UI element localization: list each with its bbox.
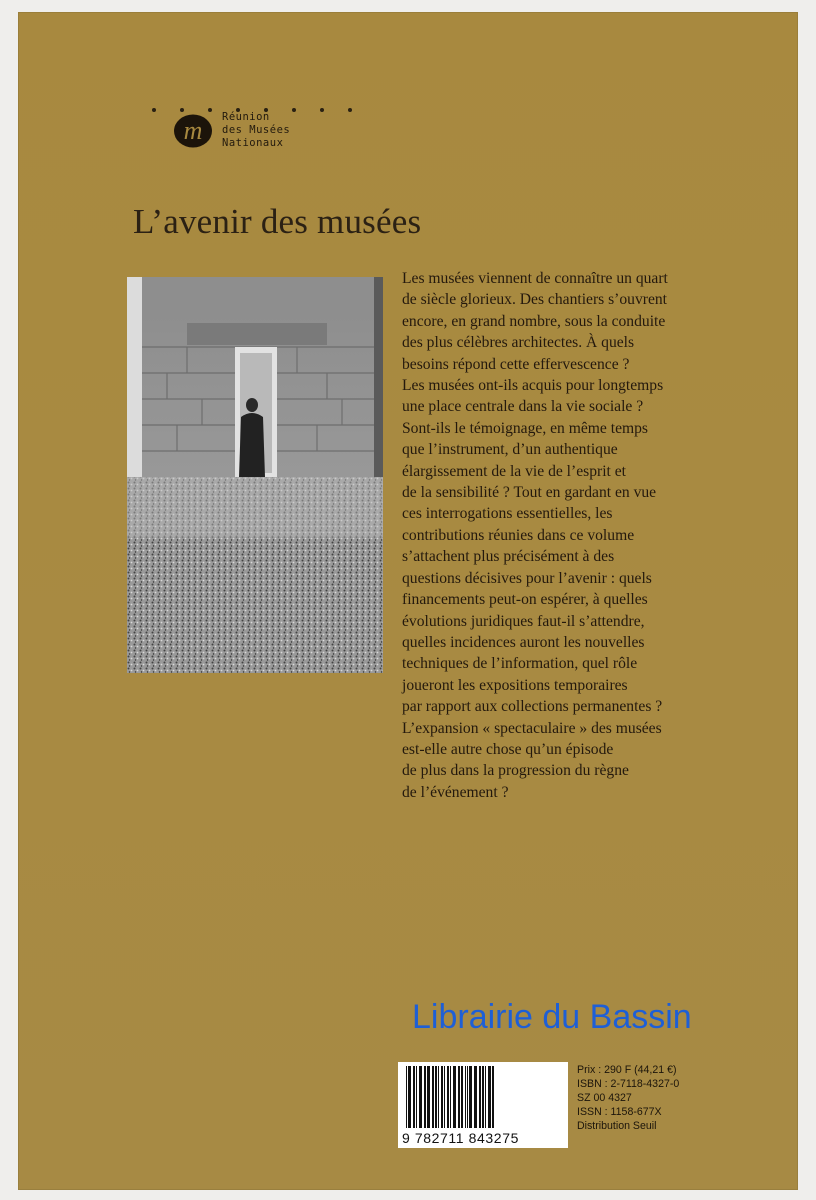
- barcode-bar: [474, 1066, 477, 1128]
- back-cover-blurb: [402, 268, 742, 803]
- blurb-line: de la sensibilité ? Tout en gardant en vue: [402, 484, 657, 502]
- blurb-line: Les musées ont-ils acquis pour longtemps: [402, 377, 664, 395]
- logo-letter: m: [183, 116, 203, 145]
- barcode-bar: [488, 1066, 491, 1128]
- blurb-line: des plus célèbres architectes. À quels: [402, 334, 635, 352]
- barcode-bar: [408, 1066, 411, 1128]
- blurb-line: ces interrogations essentielles, les: [402, 505, 613, 523]
- barcode-bar: [461, 1066, 463, 1128]
- barcode-bar: [485, 1066, 486, 1128]
- blurb-line: évolutions juridiques faut-il s’attendre,: [402, 612, 645, 630]
- barcode-bar: [438, 1066, 439, 1128]
- barcode-bar: [427, 1066, 430, 1128]
- barcode-bar: [492, 1066, 494, 1128]
- blurb-line: par rapport aux collections permanentes ?: [402, 698, 663, 716]
- issn-text: ISSN : 1158-677X: [577, 1106, 662, 1118]
- barcode-bar: [479, 1066, 481, 1128]
- publisher-line: Réunion: [222, 111, 270, 123]
- barcode-bar: [465, 1066, 466, 1128]
- barcode-bar: [413, 1066, 415, 1128]
- barcode-bar: [424, 1066, 426, 1128]
- barcode-bars: [404, 1066, 562, 1128]
- price-text: Prix : 290 F (44,21 €): [577, 1064, 677, 1076]
- blurb-line: financements peut-on espérer, à quelles: [402, 591, 648, 609]
- barcode-bar: [450, 1066, 451, 1128]
- barcode-bar: [482, 1066, 484, 1128]
- blurb-line: que l’instrument, d’un authentique: [402, 441, 618, 459]
- barcode-bar: [444, 1066, 445, 1128]
- rmn-logo-icon: [173, 114, 213, 148]
- publisher-name: [222, 111, 290, 150]
- blurb-line: Sont-ils le témoignage, en même temps: [402, 419, 648, 437]
- barcode-bar: [467, 1066, 468, 1128]
- blurb-line: de l’événement ?: [402, 783, 509, 801]
- blurb-line: quelles incidences auront les nouvelles: [402, 633, 645, 651]
- barcode: [398, 1062, 568, 1148]
- museum-doorway-photo: [127, 277, 383, 673]
- isbn-text: ISBN : 2-7118-4327-0: [577, 1078, 680, 1090]
- blurb-line: contributions réunies dans ce volume: [402, 526, 635, 544]
- blurb-line: s’attachent plus précisément à des: [402, 548, 615, 566]
- blurb-line: une place centrale dans la vie sociale ?: [402, 398, 644, 416]
- bookseller-watermark: Librairie du Bassin: [412, 998, 692, 1036]
- blurb-line: joueront les expositions temporaires: [402, 676, 628, 694]
- blurb-line: est-elle autre chose qu’un épisode: [402, 740, 614, 758]
- barcode-bar: [406, 1066, 407, 1128]
- blurb-line: besoins répond cette effervescence ?: [402, 355, 630, 373]
- book-info: [577, 1063, 679, 1133]
- barcode-bar: [453, 1066, 456, 1128]
- barcode-bar: [447, 1066, 449, 1128]
- barcode-bar: [435, 1066, 437, 1128]
- publisher-line: des Musées: [222, 124, 291, 136]
- book-title: L’avenir des musées: [133, 202, 422, 241]
- barcode-bar: [432, 1066, 434, 1128]
- barcode-bar: [416, 1066, 417, 1128]
- blurb-line: L’expansion « spectaculaire » des musées: [402, 719, 662, 737]
- barcode-bar: [419, 1066, 422, 1128]
- blurb-line: élargissement de la vie de l’esprit et: [402, 462, 627, 480]
- sz-text: SZ 00 4327: [577, 1092, 632, 1104]
- blurb-line: Les musées viennent de connaître un quart: [402, 270, 668, 287]
- distribution-text: Distribution Seuil: [577, 1120, 657, 1132]
- blurb-line: de plus dans la progression du règne: [402, 762, 629, 780]
- publisher-line: Nationaux: [222, 137, 284, 149]
- barcode-bar: [469, 1066, 472, 1128]
- barcode-bar: [458, 1066, 460, 1128]
- barcode-number: 9 782711 843275: [402, 1130, 519, 1146]
- blurb-line: encore, en grand nombre, sous la conduite: [402, 312, 666, 330]
- blurb-line: techniques de l’information, quel rôle: [402, 655, 638, 673]
- blurb-line: de siècle glorieux. Des chantiers s’ouvrent: [402, 291, 668, 309]
- barcode-bar: [441, 1066, 443, 1128]
- blurb-line: questions décisives pour l’avenir : quels: [402, 569, 652, 587]
